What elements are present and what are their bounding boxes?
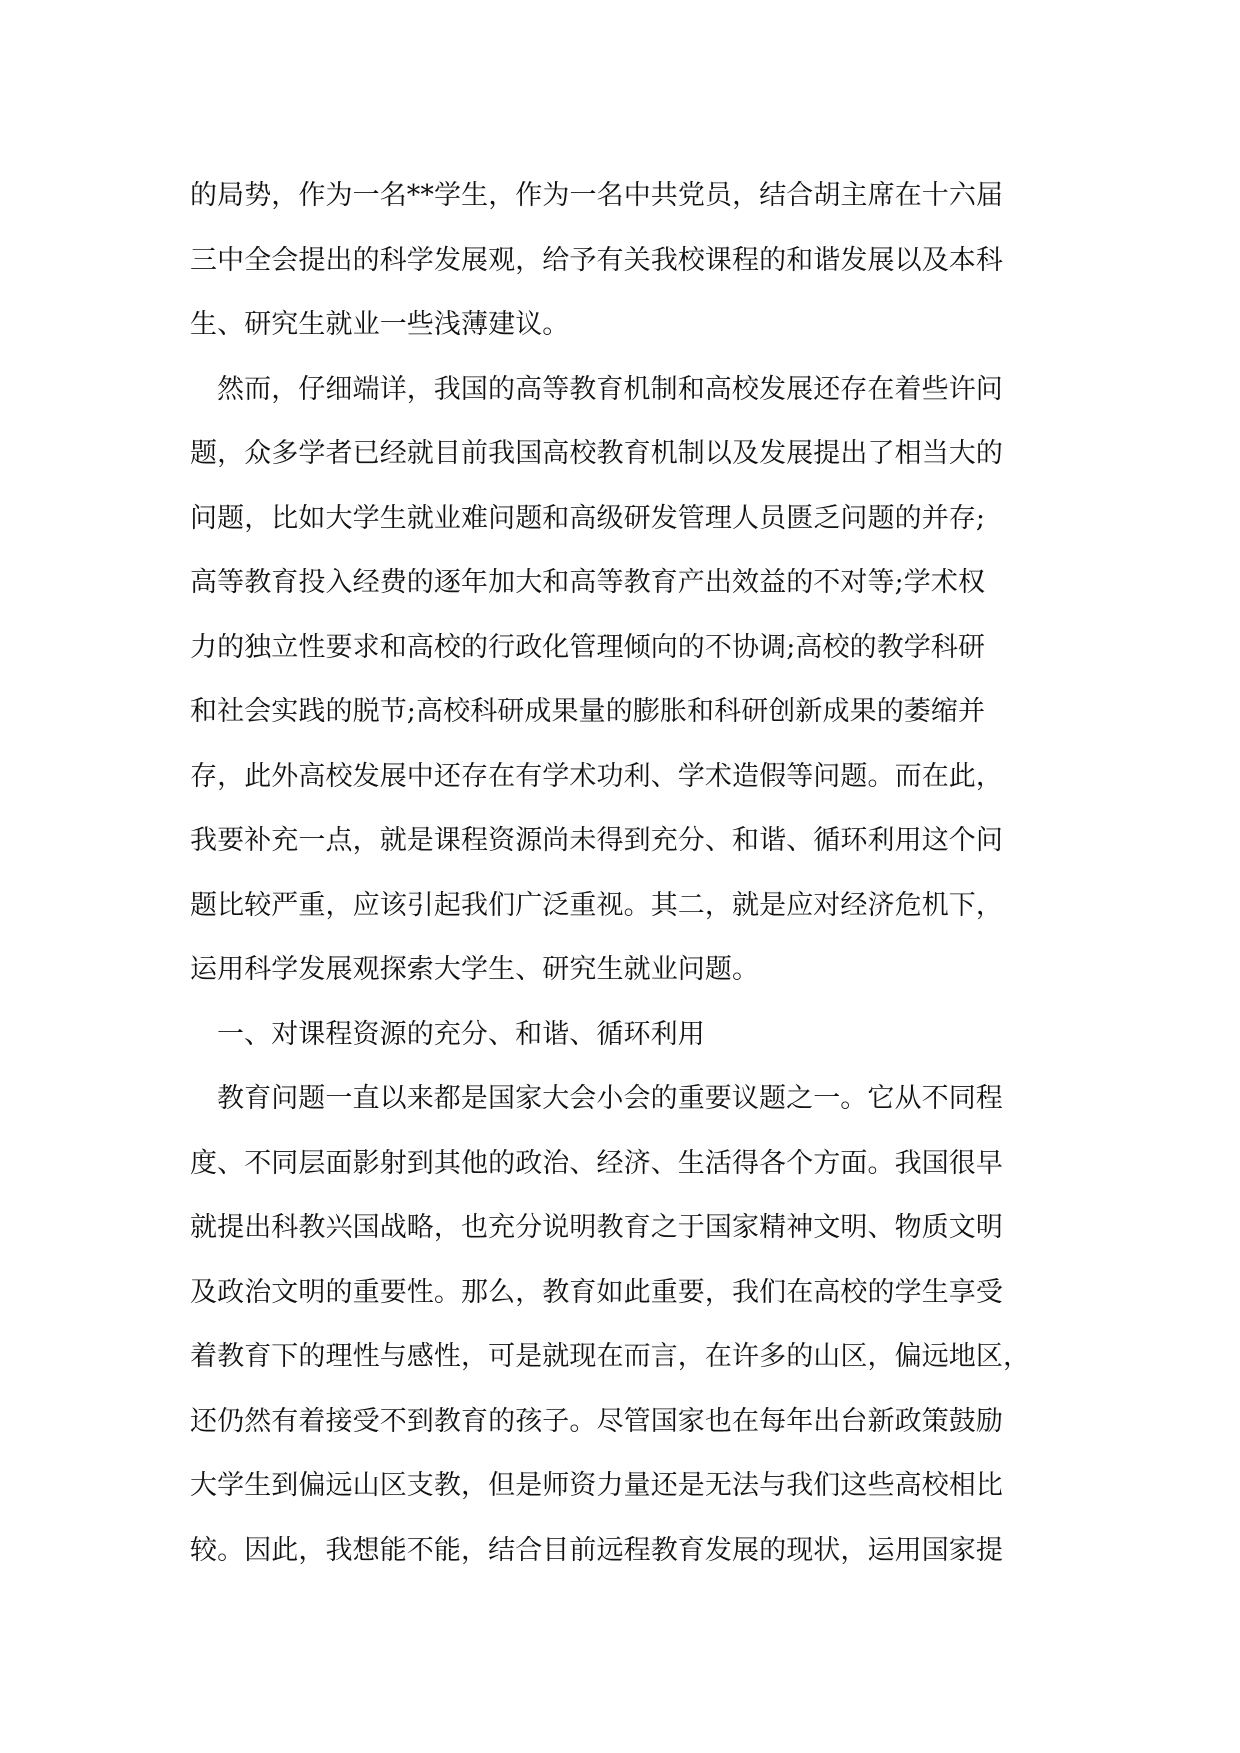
text-line: 题，众多学者已经就目前我国高校教育机制以及发展提出了相当大的 <box>190 438 1003 469</box>
body-text <box>190 164 1060 1583</box>
text-line: 生、研究生就业一些浅薄建议。 <box>190 309 570 340</box>
text-line: 我要补充一点，就是课程资源尚未得到充分、和谐、循环利用这个问 <box>190 825 1003 856</box>
text-line: 和社会实践的脱节;高校科研成果量的膨胀和科研创新成果的萎缩并 <box>190 696 986 727</box>
text-line: 就提出科教兴国战略，也充分说明教育之于国家精神文明、物质文明 <box>190 1212 1003 1243</box>
text-line: 教育问题一直以来都是国家大会小会的重要议题之一。它从不同程 <box>217 1083 1003 1114</box>
section-heading: 一、对课程资源的充分、和谐、循环利用 <box>217 1018 705 1050</box>
text-line: 及政治文明的重要性。那么，教育如此重要，我们在高校的学生享受 <box>190 1276 1003 1308</box>
text-line: 较。因此，我想能不能，结合目前远程教育发展的现状，运用国家提 <box>190 1534 1003 1566</box>
text-line: 还仍然有着接受不到教育的孩子。尽管国家也在每年出台新政策鼓励 <box>190 1405 1003 1437</box>
text-line: 存，此外高校发展中还存在有学术功利、学术造假等问题。而在此， <box>190 760 1003 792</box>
text-line: 的局势，作为一名**学生，作为一名中共党员，结合胡主席在十六届 <box>190 180 1004 211</box>
text-line: 着教育下的理性与感性，可是就现在而言，在许多的山区，偏远地区， <box>190 1341 1031 1372</box>
text-line: 问题，比如大学生就业难问题和高级研发管理人员匮乏问题的并存; <box>190 502 986 534</box>
text-line: 然而，仔细端详，我国的高等教育机制和高校发展还存在着些许问 <box>217 373 1003 405</box>
text-line: 题比较严重，应该引起我们广泛重视。其二，就是应对经济危机下， <box>190 889 1003 921</box>
text-line: 运用科学发展观探索大学生、研究生就业问题。 <box>190 954 760 985</box>
text-line: 度、不同层面影射到其他的政治、经济、生活得各个方面。我国很早 <box>190 1147 1003 1179</box>
text-line: 力的独立性要求和高校的行政化管理倾向的不协调;高校的教学科研 <box>190 631 986 663</box>
text-line: 三中全会提出的科学发展观，给予有关我校课程的和谐发展以及本科 <box>190 244 1003 276</box>
text-line: 大学生到偏远山区支教，但是师资力量还是无法与我们这些高校相比 <box>190 1470 1003 1501</box>
text-line: 高等教育投入经费的逐年加大和高等教育产出效益的不对等;学术权 <box>190 567 986 598</box>
